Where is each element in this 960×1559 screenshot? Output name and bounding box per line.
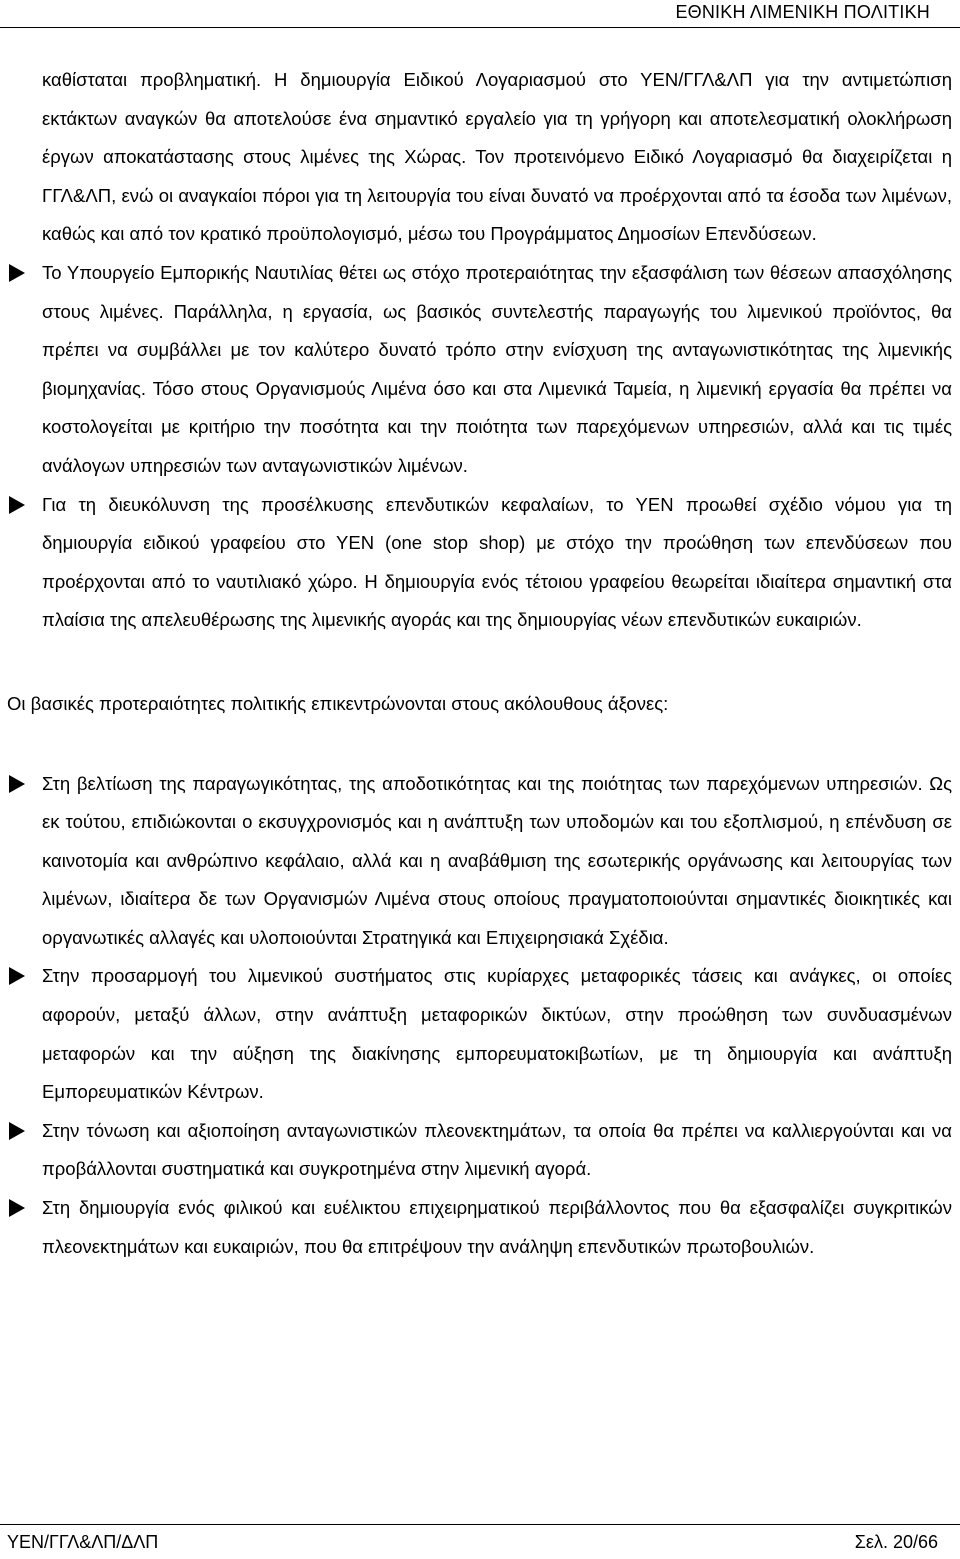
header-title: ΕΘΝΙΚΗ ΛΙΜΕΝΙΚΗ ΠΟΛΙΤΙΚΗ xyxy=(675,2,930,22)
bullet-item-business-environment xyxy=(0,1189,960,1266)
bullet-text: Στη βελτίωση της παραγωγικότητας, της αποδοτικότητας και της ποιότητας των παρεχόμενων υπηρεσιών. Ως εκ τούτου, επιδιώκονται ο εκσυγχρονισμός και η ανάπτυξη των υποδομών και του εξοπλισμού, η επένδυση σε καινοτομία και ανθρώπινο κεφάλαιο, αλλά και η αναβάθμιση της εσωτερικής οργάνωσης και λειτουργίας των λιμένων, ιδιαίτερα δε των Οργανισμών Λιμένα στους οποίους πραγματοποιούνται σημαντικές διοικητικές και οργανωτικές αλλαγές και υλοποιούνται Στρατηγικά και Επιχειρησιακά Σχέδια. xyxy=(42,772,952,948)
footer-department: ΥΕΝ/ΓΓΛ&ΛΠ/ΔΛΠ xyxy=(7,1532,159,1552)
bullet-text: Στην τόνωση και αξιοποίηση ανταγωνιστικών πλεονεκτημάτων, τα οποία θα πρέπει να καλλιεργούνται και να προβάλλονται συστηματικά και συγκροτημένα στην λιμενική αγορά. xyxy=(42,1119,952,1180)
bullet-item-productivity xyxy=(0,765,960,958)
page-header xyxy=(0,0,960,28)
bullet-text: Το Υπουργείο Εμπορικής Ναυτιλίας θέτει ως στόχο προτεραιότητας την εξασφάλιση των θέσεων απασχόλησης στους λιμένες. Παράλληλα, η εργασία, ως βασικός συντελεστής παραγωγής του λιμενικού προϊόντος, θα πρέπει να συμβάλλει με τον καλύτερο δυνατό τρόπο στην ενίσχυση της ανταγωνιστικότητας της λιμενικής βιομηχανίας. Τόσο στους Οργανισμούς Λιμένα όσο και στα Λιμενικά Ταμεία, η λιμενική εργασία θα πρέπει να κοστολογείται με κριτήριο την ποσότητα και την ποιότητα των παρεχόμενων υπηρεσιών, αλλά και τις τιμές ανάλογων υπηρεσιών των ανταγωνιστικών λιμένων. xyxy=(42,261,952,476)
bullet-arrow-icon xyxy=(9,1199,25,1217)
bullet-arrow-icon xyxy=(9,967,25,985)
bullet-text: Για τη διευκόλυνση της προσέλκυσης επενδυτικών κεφαλαίων, το ΥΕΝ προωθεί σχέδιο νόμου για τη δημιουργία ειδικού γραφείου στο ΥΕΝ (one stop shop) με στόχο την προώθηση των επενδύσεων που προέρχονται από το ναυτιλιακό χώρο. Η δημιουργία ενός τέτοιου γραφείου θεωρείται ιδιαίτερα σημαντική στα πλαίσια της απελευθέρωσης της λιμενικής αγοράς και της δημιουργίας νέων επενδυτικών ευκαιριών. xyxy=(42,493,952,631)
bullet-item-investment-office xyxy=(0,486,960,640)
page-content xyxy=(0,61,960,1266)
bullet-arrow-icon xyxy=(9,496,25,514)
bullet-arrow-icon xyxy=(9,264,25,282)
bullet-arrow-icon xyxy=(9,775,25,793)
page-number: Σελ. 20/66 xyxy=(854,1532,938,1552)
bullet-text: Στην προσαρμογή του λιμενικού συστήματος στις κυρίαρχες μεταφορικές τάσεις και ανάγκες, οι οποίες αφορούν, μεταξύ άλλων, στην ανάπτυξη μεταφορικών δικτύων, στην προώθηση των συνδυασμένων μεταφορών και την αύξηση της διακίνησης εμπορευματοκιβωτίων, με τη δημιουργία και ανάπτυξη Εμπορευματικών Κέντρων. xyxy=(42,965,952,1103)
bullet-text: Στη δημιουργία ενός φιλικού και ευέλικτου επιχειρηματικού περιβάλλοντος που θα εξασφαλίζει συγκριτικών πλεονεκτημάτων και ευκαιριών, που θα επιτρέψουν την ανάληψη επενδυτικών πρωτοβουλιών. xyxy=(42,1197,952,1257)
page-footer xyxy=(0,1524,960,1559)
priorities-intro: Οι βασικές προτεραιότητες πολιτικής επικεντρώνονται στους ακόλουθους άξονες: xyxy=(7,692,669,714)
continued-paragraph: καθίσταται προβληματική. Η δημιουργία Ειδικού Λογαριασμού στο ΥΕΝ/ΓΓΛ&ΛΠ για την αντιμετώπιση εκτάκτων αναγκών θα αποτελούσε ένα σημαντικό εργαλείο για τη γρήγορη και αποτελεσματική ολοκλήρωση έργων αποκατάστασης στους λιμένες της Χώρας. Τον προτεινόμενο Ειδικό Λογαριασμό θα διαχειρίζεται η ΓΓΛ&ΛΠ, ενώ οι αναγκαίοι πόροι για τη λειτουργία του είναι δυνατό να προέρχονται από τα έσοδα των λιμένων, καθώς και από τον κρατικό προϋπολογισμό, μέσω του Προγράμματος Δημοσίων Επενδύσεων. xyxy=(42,69,952,245)
bullet-item-employment xyxy=(0,254,960,486)
bullet-item-competitive-advantages xyxy=(0,1112,960,1189)
bullet-arrow-icon xyxy=(9,1122,25,1140)
bullet-item-transport-trends xyxy=(0,957,960,1111)
